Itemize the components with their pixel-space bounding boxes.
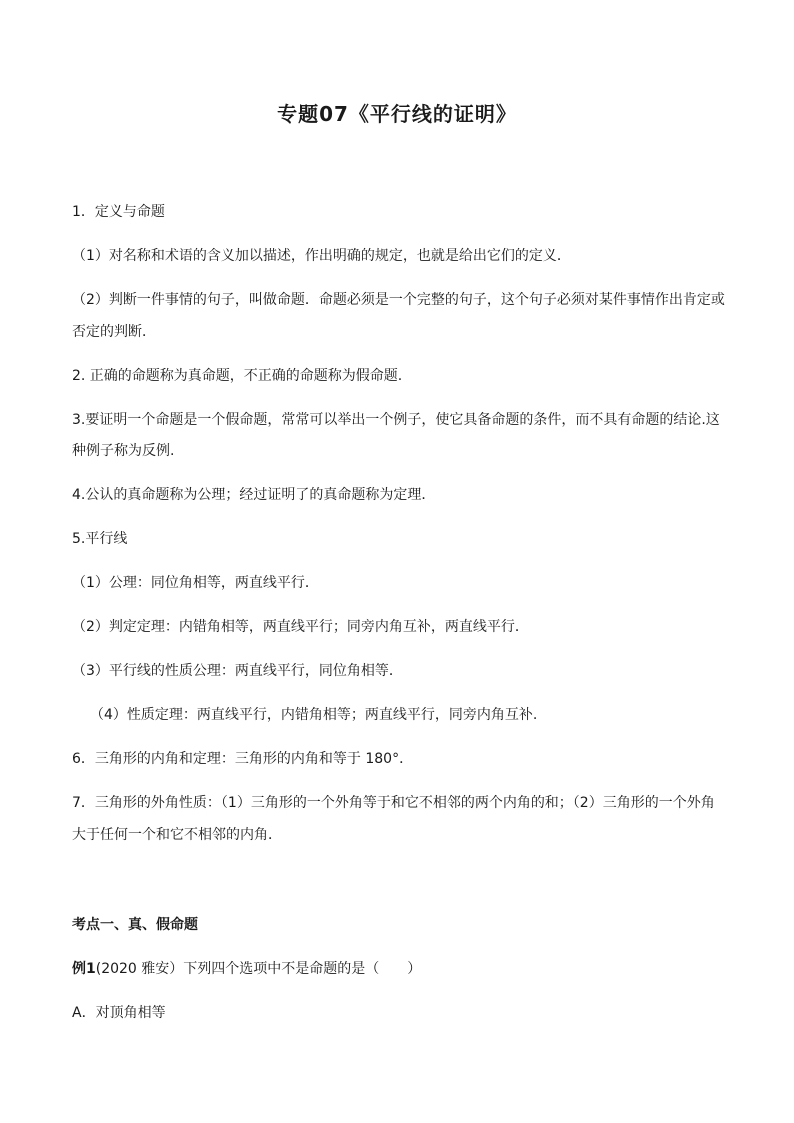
- paragraph-line: （2）判断一件事情的句子，叫做命题．命题必须是一个完整的句子，这个句子必须对某件事情作出肯定或: [72, 292, 725, 308]
- paragraph-line: （2）判定定理：内错角相等，两直线平行；同旁内角互补，两直线平行．: [72, 619, 529, 635]
- key-point-heading: 考点一、真、假命题: [72, 917, 198, 933]
- paragraph-line: （4）性质定理：两直线平行，内错角相等；两直线平行，同旁内角互补.: [90, 707, 538, 723]
- paragraph-line: 6．三角形的内角和定理：三角形的内角和等于 180°．: [72, 751, 414, 767]
- example-label: 例1: [72, 961, 96, 977]
- paragraph-line: （1）对名称和术语的含义加以描述，作出明确的规定，也就是给出它们的定义．: [72, 248, 571, 264]
- paragraph-line: （1）公理：同位角相等，两直线平行．: [72, 575, 319, 591]
- page-title: 专题07《平行线的证明》: [277, 102, 517, 126]
- paragraph-line: 4.公认的真命题称为公理；经过证明了的真命题称为定理．: [72, 487, 436, 503]
- paragraph-line: 大于任何一个和它不相邻的内角．: [72, 827, 282, 843]
- option-a: A．对顶角相等: [72, 1005, 166, 1021]
- paragraph-line: （3）平行线的性质公理：两直线平行，同位角相等．: [72, 663, 403, 679]
- example-question: [72, 959, 732, 979]
- example-question-text: (2020 雅安）下列四个选项中不是命题的是（ ）: [95, 961, 422, 977]
- paragraph-line: 否定的判断．: [72, 324, 156, 340]
- paragraph-line: 2. 正确的命题称为真命题，不正确的命题称为假命题.: [72, 368, 403, 384]
- paragraph-line: 5.平行线: [72, 531, 128, 547]
- paragraph-line: 种例子称为反例.: [72, 443, 175, 459]
- section-definition-heading: 1．定义与命题: [72, 204, 165, 220]
- paragraph-line: 7．三角形的外角性质：（1）三角形的一个外角等于和它不相邻的两个内角的和；（2）三角形的一个外角: [72, 795, 715, 811]
- paragraph-line: 3.要证明一个命题是一个假命题，常常可以举出一个例子，使它具备命题的条件，而不具有命题的结论.这: [72, 412, 720, 428]
